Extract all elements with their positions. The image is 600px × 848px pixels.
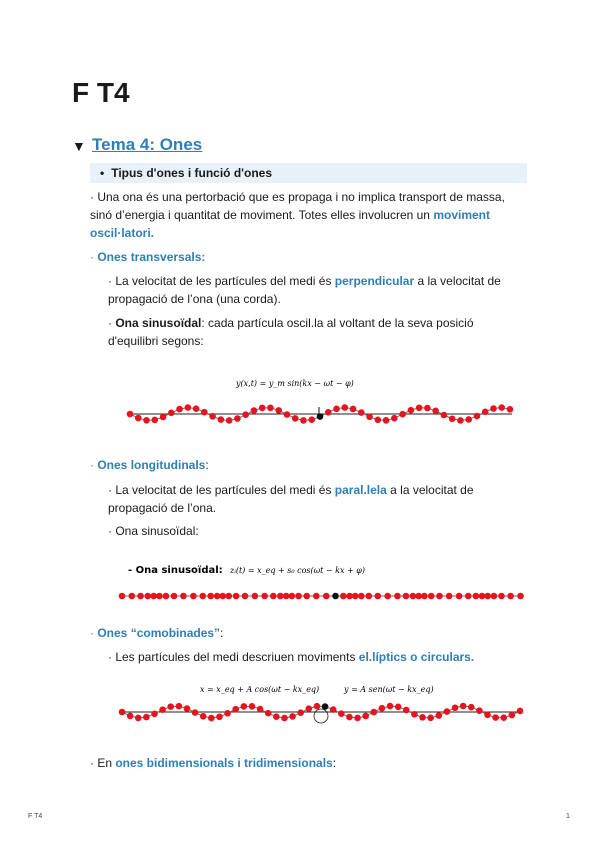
- wave-particle: [119, 593, 126, 600]
- wave-particle: [160, 414, 167, 421]
- wave-particle: [273, 713, 280, 720]
- wave-particle: [484, 593, 491, 600]
- wave-particle: [370, 709, 377, 716]
- wave-particle: [365, 593, 372, 600]
- wave-particle: [358, 593, 365, 600]
- wave-particle: [403, 593, 410, 600]
- wave-particle: [303, 593, 310, 600]
- wave-particle: [490, 405, 497, 412]
- wave-particle: [151, 417, 158, 424]
- wave-particle: [127, 411, 134, 418]
- wave-particle: [383, 417, 390, 424]
- wave-particle: [224, 710, 231, 717]
- wave-particle: [184, 705, 191, 712]
- wave-particle: [143, 417, 150, 424]
- wave-particle: [234, 415, 241, 422]
- wave-particle: [144, 593, 151, 600]
- longitudinals-p2: · Ona sinusoïdal:: [108, 524, 199, 538]
- wave-particle: [201, 409, 208, 416]
- wave-particle: [249, 703, 256, 710]
- page-title: F T4: [72, 77, 130, 108]
- wave-particle: [350, 406, 357, 413]
- wave-particle: [313, 593, 320, 600]
- longitudinal-figure-label: - Ona sinusoïdal:: [128, 565, 223, 576]
- wave-particle: [517, 708, 524, 715]
- wave-particle: [517, 593, 524, 600]
- wave-particle: [479, 593, 486, 600]
- wave-particle: [176, 406, 183, 413]
- wave-particle: [340, 593, 347, 600]
- wave-particle: [428, 593, 435, 600]
- wave-particle: [384, 593, 391, 600]
- wave-particle: [374, 593, 381, 600]
- wave-particle: [474, 413, 481, 420]
- wave-particle: [129, 593, 136, 600]
- wave-particle: [416, 404, 423, 411]
- wave-particle: [333, 405, 340, 412]
- wave-particle: [456, 593, 463, 600]
- wave-particle: [399, 411, 406, 418]
- wave-particle: [151, 711, 158, 718]
- wave-particle: [424, 405, 431, 412]
- section-heading[interactable]: Tema 4: Ones: [92, 135, 203, 154]
- wave-particle: [143, 714, 150, 721]
- wave-particle: [171, 593, 178, 600]
- wave-particle: [163, 593, 170, 600]
- wave-particle: [509, 712, 516, 719]
- wave-particle: [127, 713, 134, 720]
- wave-particle: [366, 414, 373, 421]
- wave-particle: [498, 404, 505, 411]
- wave-particle: [391, 415, 398, 422]
- wave-particle: [346, 593, 353, 600]
- intro-text: · Una ona és una pertorbació que es propaga i no implica transport de massa, sinó d’energia i quantitat de moviment. Totes elles involucren un: [90, 190, 505, 222]
- wave-particle: [275, 407, 282, 414]
- wave-particle: [156, 593, 163, 600]
- wave-particle: [216, 713, 223, 720]
- wave-particle: [270, 593, 277, 600]
- wave-particle: [119, 709, 126, 716]
- wave-particle: [225, 593, 232, 600]
- combined-wave-figure: [0, 0, 1, 1]
- transversals-p2: · Ona sinusoïdal: cada partícula oscil.la al voltant de la seva posició d'equilibri segons:: [108, 316, 474, 348]
- wave-particle: [317, 413, 324, 420]
- page-number: 1: [566, 813, 570, 820]
- wave-particle: [295, 593, 302, 600]
- wave-particle: [498, 593, 505, 600]
- wave-particle: [190, 593, 197, 600]
- wave-particle: [325, 409, 332, 416]
- wave-particle: [297, 709, 304, 716]
- wave-particle: [284, 411, 291, 418]
- wave-particle: [358, 409, 365, 416]
- wave-particle: [292, 415, 299, 422]
- wave-particle: [476, 707, 483, 714]
- wave-particle: [192, 709, 199, 716]
- wave-particle: [242, 411, 249, 418]
- wave-particle: [159, 706, 166, 713]
- wave-particle: [300, 417, 307, 424]
- wave-particle: [468, 704, 475, 711]
- longitudinals-p1: · La velocitat de les partícules del medi és paral.lela a la velocitat de propagació de l’ona.: [108, 483, 474, 515]
- transversals-p1: · La velocitat de les partícules del medi és perpendicular a la velocitat de propagació de l’ona (una corda).: [108, 274, 501, 306]
- wave-particle: [252, 593, 259, 600]
- wave-particle: [306, 705, 313, 712]
- wave-particle: [446, 593, 453, 600]
- wave-particle: [465, 593, 472, 600]
- wave-particle: [267, 405, 274, 412]
- wave-particle: [419, 714, 426, 721]
- wave-particle: [200, 713, 207, 720]
- wave-particle: [150, 593, 157, 600]
- wave-particle: [219, 593, 226, 600]
- wave-particle: [289, 593, 296, 600]
- wave-particle: [452, 704, 459, 711]
- wave-particle: [484, 711, 491, 718]
- wave-particle: [432, 408, 439, 415]
- wave-particle: [411, 711, 418, 718]
- wave-particle: [441, 412, 448, 419]
- wave-particle: [314, 703, 321, 710]
- wave-particle: [410, 593, 417, 600]
- wave-particle: [257, 706, 264, 713]
- wave-particle: [332, 593, 339, 600]
- wave-particle: [323, 593, 330, 600]
- wave-particle: [259, 405, 266, 412]
- wave-particle: [338, 710, 345, 717]
- intro-paragraph: [90, 188, 520, 242]
- wave-particle: [457, 417, 464, 424]
- wave-particle: [421, 593, 428, 600]
- longitudinal-formula: zᵢ(t) = x_eq + s₀ cos(ωt − kx + φ): [230, 566, 366, 575]
- wave-particle: [330, 706, 337, 713]
- wave-particle: [218, 416, 225, 423]
- wave-particle: [135, 715, 142, 722]
- wave-particle: [265, 710, 272, 717]
- wave-particle: [507, 406, 514, 413]
- combined-formula-y: y = A sen(ωt − kx_eq): [344, 685, 434, 694]
- wave-particle: [185, 404, 192, 411]
- wave-particle: [308, 416, 315, 423]
- collapse-toggle-icon[interactable]: ▼: [72, 138, 86, 154]
- combined-formula-x: x = x_eq + A cos(ωt − kx_eq): [200, 685, 320, 694]
- wave-particle: [233, 593, 240, 600]
- wave-particle: [362, 713, 369, 720]
- wave-particle: [379, 705, 386, 712]
- wave-particle: [507, 593, 514, 600]
- wave-particle: [137, 593, 144, 600]
- footer-title: F T4: [28, 813, 43, 820]
- wave-particle: [492, 714, 499, 721]
- wave-particle: [281, 715, 288, 722]
- wave-particle: [176, 703, 183, 710]
- wave-particle: [394, 593, 401, 600]
- wave-particle: [403, 707, 410, 714]
- wave-particle: [346, 714, 353, 721]
- wave-particle: [209, 413, 216, 420]
- wave-particle: [232, 706, 239, 713]
- orbit-circle: [314, 709, 328, 723]
- wave-particle: [435, 712, 442, 719]
- wave-particle: [427, 715, 434, 722]
- wave-particle: [242, 593, 249, 600]
- longitudinals-heading: · Ones longitudinals:: [90, 458, 209, 472]
- wave-particle: [277, 593, 284, 600]
- wave-particle: [199, 593, 206, 600]
- wave-particle: [491, 593, 498, 600]
- wave-particle: [193, 405, 200, 412]
- wave-particle: [465, 416, 472, 423]
- wave-particle: [226, 417, 233, 424]
- wave-particle: [135, 415, 142, 422]
- wave-particle: [436, 593, 443, 600]
- combinades-heading: · Ones “comobinades”:: [90, 626, 224, 640]
- transversals-heading: · Ones transversals:: [90, 250, 206, 264]
- bidimensionals-line: · En ones bidimensionals i tridimensionals:: [90, 756, 337, 770]
- wave-particle: [341, 404, 348, 411]
- wave-particle: [289, 713, 296, 720]
- wave-particle: [482, 409, 489, 416]
- wave-particle: [251, 407, 258, 414]
- wave-particle: [352, 593, 359, 600]
- wave-particle: [283, 593, 290, 600]
- wave-particle: [214, 593, 221, 600]
- wave-particle: [500, 714, 507, 721]
- combinades-p1: · Les partícules del medi descriuen moviments el.líptics o circulars.: [108, 650, 475, 664]
- wave-particle: [460, 703, 467, 710]
- wave-particle: [375, 417, 382, 424]
- intro-highlight: moviment oscil·latori.: [90, 208, 490, 240]
- wave-particle: [415, 593, 422, 600]
- wave-particle: [473, 593, 480, 600]
- wave-particle: [167, 703, 174, 710]
- wave-particle: [387, 703, 394, 710]
- wave-particle: [241, 703, 248, 710]
- wave-particle: [208, 715, 215, 722]
- bullet-item: • Tipus d'ones i funció d'ones: [100, 166, 272, 180]
- wave-particle: [444, 708, 451, 715]
- wave-particle: [261, 593, 268, 600]
- wave-particle: [207, 593, 214, 600]
- wave-particle: [354, 715, 361, 722]
- wave-particle: [395, 704, 402, 711]
- transversal-formula: y(x,t) = y_m sin(kx − ωt − φ): [236, 379, 354, 388]
- wave-particle: [449, 415, 456, 422]
- wave-particle: [408, 407, 415, 414]
- wave-particle: [180, 593, 187, 600]
- wave-particle: [168, 410, 175, 417]
